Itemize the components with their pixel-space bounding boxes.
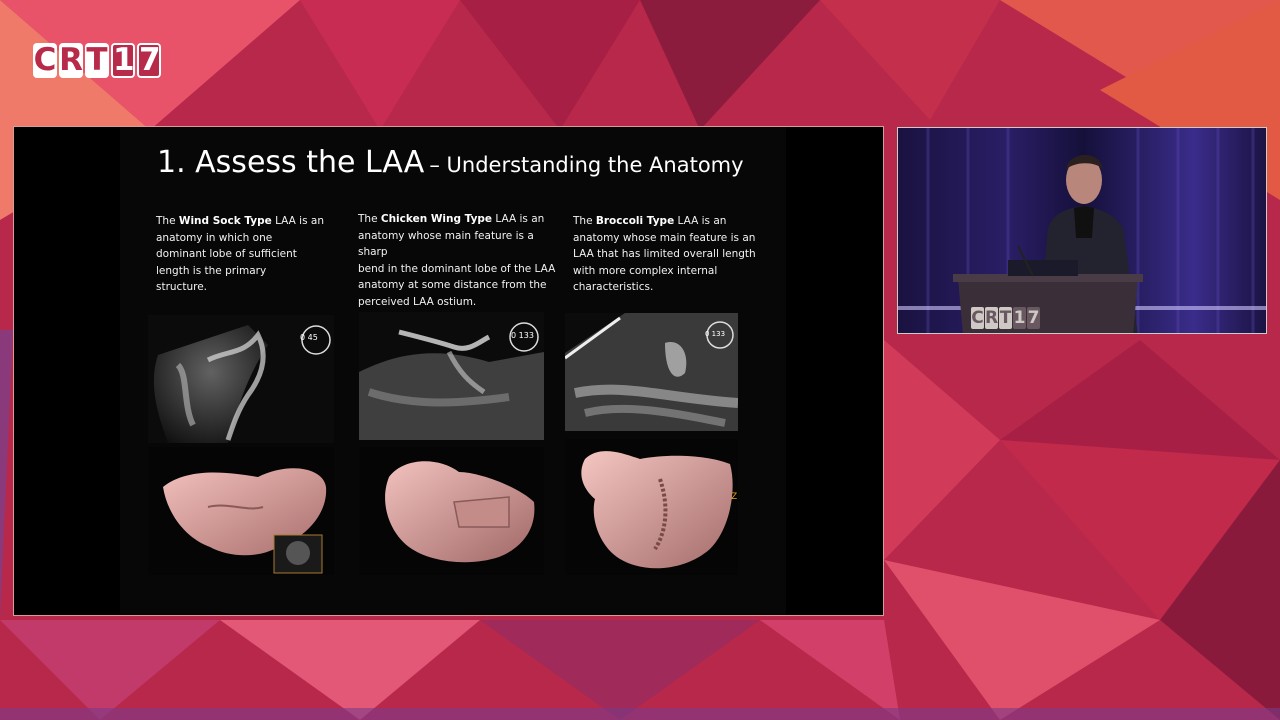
desc-text: structure.: [156, 281, 207, 293]
chicken-wing-description: [358, 211, 563, 310]
desc-text: anatomy in which one: [156, 231, 273, 244]
slide-title-sub: – Understanding the Anatomy: [429, 153, 744, 177]
echo-ultrasound-graphic: [565, 313, 738, 431]
desc-text: with more complex internal: [573, 264, 718, 277]
type-name: Wind Sock Type: [178, 215, 272, 227]
desc-text: The: [156, 215, 179, 227]
broccoli-echo-image: [565, 313, 738, 431]
podium-logo-letter: R: [985, 308, 999, 328]
podium-crt17-logo: [971, 307, 1040, 329]
laa-3d-model-graphic: [148, 447, 334, 575]
podium-logo-letter: 1: [1013, 308, 1026, 328]
desc-text: The: [573, 215, 596, 227]
slide-title: [157, 145, 744, 180]
desc-text: LAA that has limited overall length: [573, 248, 756, 260]
logo-letter: 7: [139, 42, 161, 78]
desc-text: LAA is an: [674, 215, 727, 227]
logo-letter: T: [86, 42, 108, 78]
logo-letter: C: [33, 42, 57, 78]
wind-sock-description: [156, 213, 346, 296]
desc-text: bend in the dominant lobe of the LAA: [358, 262, 556, 275]
echo-angle-label: 0 133: [705, 330, 726, 338]
podium-logo-letter: 7: [1027, 308, 1040, 328]
svg-text:Z: Z: [731, 492, 738, 502]
echo-angle-label: 0 45: [300, 333, 318, 342]
desc-text: perceived LAA ostium.: [358, 295, 477, 308]
presentation-slide: [13, 126, 884, 616]
speaker-scene-graphic: [898, 128, 1267, 334]
chicken-wing-3d-model: [359, 447, 544, 575]
broccoli-3d-model: [565, 439, 738, 575]
echo-ultrasound-graphic: [359, 312, 544, 440]
crt17-logo: [33, 43, 161, 78]
logo-letter: R: [59, 42, 83, 78]
speaker-video-feed: [897, 127, 1267, 334]
desc-text: anatomy whose main feature is a sharp: [358, 229, 534, 258]
type-name: Chicken Wing Type: [380, 213, 493, 225]
slide-title-main: 1. Assess the LAA: [157, 145, 425, 180]
desc-text: anatomy whose main feature is an: [573, 231, 756, 244]
desc-text: The: [358, 213, 381, 225]
desc-text: length is the primary: [156, 264, 267, 277]
echo-angle-label: 0 133: [511, 331, 534, 340]
desc-text: anatomy at some distance from the: [358, 279, 547, 291]
type-name: Broccoli Type: [595, 215, 675, 227]
podium-logo-letter: T: [999, 308, 1012, 328]
wind-sock-echo-image: [148, 315, 334, 443]
desc-text: characteristics.: [573, 281, 654, 293]
broccoli-description: [573, 213, 773, 296]
logo-letter: 1: [113, 42, 135, 78]
desc-text: LAA is an: [492, 213, 545, 225]
laa-3d-model-graphic: [359, 447, 544, 575]
echo-ultrasound-graphic: [148, 315, 334, 443]
desc-text: LAA is an: [271, 215, 324, 227]
laa-3d-model-graphic: [565, 439, 738, 575]
chicken-wing-echo-image: [359, 312, 544, 440]
wind-sock-3d-model: [148, 447, 334, 575]
podium-logo-letter: C: [971, 308, 984, 328]
desc-text: dominant lobe of sufficient: [156, 248, 297, 260]
